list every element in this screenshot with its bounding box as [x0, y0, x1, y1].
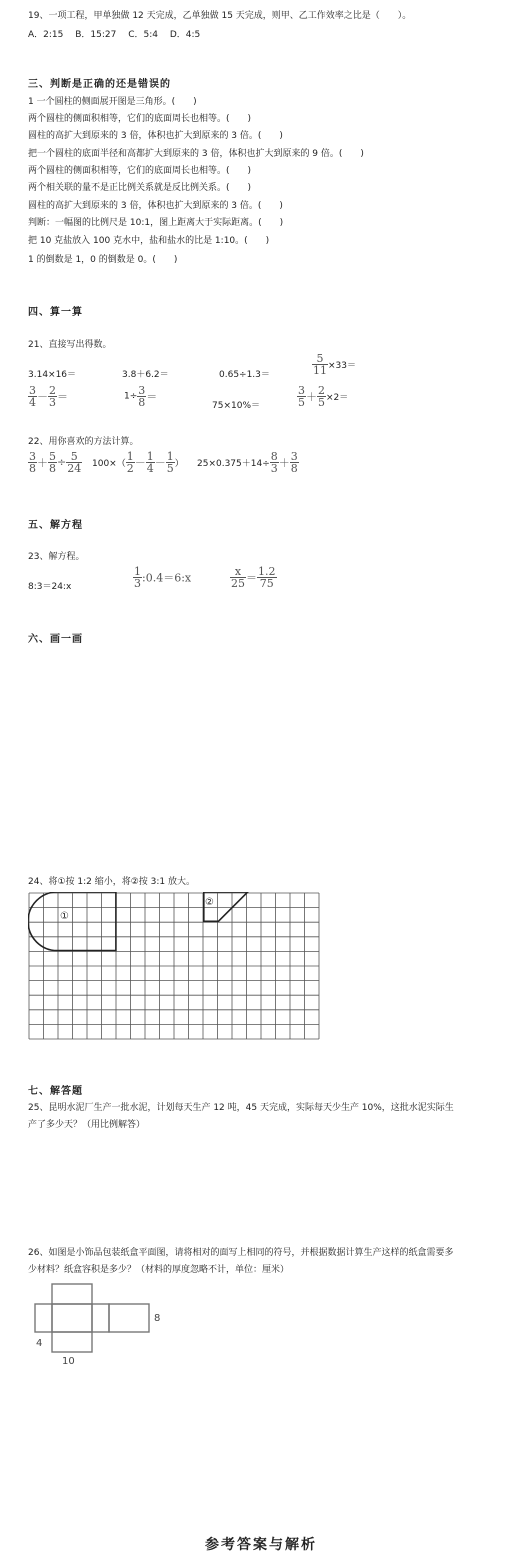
fraction: $\frac{5}{11}$: [313, 352, 327, 377]
net-face-top: [52, 1284, 92, 1304]
q22-item2: 100×（ $\frac{1}{2}$ － $\frac{1}{4}$ － $\frac{1}{5}$ ）: [92, 450, 184, 475]
section4-title: 四、算一算: [28, 307, 83, 318]
section7-title: 七、解答题: [28, 1086, 83, 1097]
judgement-item: 把一个圆柱的底面半径和高都扩大到原来的 3 倍，体积也扩大到原来的 9 倍。( ): [28, 149, 364, 159]
q22-item3: 25×0.375＋14÷ $\frac{8}{3}$ ＋ $\frac{3}{8}$: [197, 450, 298, 475]
section5-title: 五、解方程: [28, 520, 83, 531]
q23-eq3: $\frac{x}{25}$ ＝ $\frac{1.2}{75}$: [231, 565, 276, 590]
shape-2-label: ②: [205, 897, 214, 908]
q22-label: 22、用你喜欢的方法计算。: [28, 437, 139, 447]
section3-title: 三、判断是正确的还是错误的: [28, 79, 171, 90]
net-face-left: [35, 1304, 52, 1332]
judgement-item: 圆柱的高扩大到原来的 3 倍，体积也扩大到原来的 3 倍。( ): [28, 131, 283, 141]
judgement-item: 把 10 克盐放入 100 克水中，盐和盐水的比是 1:10。( ): [28, 236, 270, 246]
judgement-item: 两个圆柱的侧面积相等，它们的底面周长也相等。( ): [28, 166, 252, 176]
section6-title: 六、画一画: [28, 634, 83, 645]
q21-item7: 75×10%＝: [212, 401, 260, 411]
answer-key-title: 参考答案与解析: [205, 1537, 317, 1553]
q19-options: A．2:15 B．15:27 C．5:4 D．4:5: [28, 30, 201, 40]
net-label-10: 10: [62, 1356, 75, 1367]
q23-eq2: $\frac{1}{3}$ :0.4＝6:x: [134, 565, 192, 590]
net-face-back: [109, 1304, 149, 1332]
q22-item1: $\frac{3}{8}$ ＋ $\frac{5}{8}$ ÷ $\frac{5}{24}$: [29, 450, 82, 475]
net-label-8: 8: [154, 1313, 161, 1324]
q23-eq1: 8:3＝24:x: [28, 582, 72, 592]
judgement-item: 1 的倒数是 1，0 的倒数是 0。( ): [28, 255, 178, 265]
judgement-item: 圆柱的高扩大到原来的 3 倍，体积也扩大到原来的 3 倍。( ): [28, 201, 283, 211]
shape-1-label: ①: [60, 911, 69, 922]
q21-item4: $\frac{5}{11}$ ×33＝: [313, 352, 356, 377]
q23-label: 23、解方程。: [28, 552, 85, 562]
shape-1: [28, 892, 116, 951]
net-face-right: [92, 1304, 109, 1332]
q26-text: 26、如图是小饰品包装纸盒平面图，请将相对的面写上相同的符号，并根据数据计算生产这样的纸盒需要多少材料？纸盒容积是多少？（材料的厚度忽略不计，单位：厘米）: [28, 1248, 454, 1275]
box-net-diagram: [30, 1280, 170, 1370]
q21-item8: $\frac{3}{5}$ ＋ $\frac{2}{5}$ ×2＝: [298, 384, 349, 409]
grid-lines: [29, 893, 319, 1039]
net-face-front: [52, 1304, 92, 1332]
judgement-item: 1 一个圆柱的侧面展开图是三角形。( ): [28, 97, 197, 107]
q21-item3: 0.65÷1.3＝: [219, 370, 270, 380]
q21-item6: 1÷ $\frac{3}{8}$ ＝: [124, 384, 158, 409]
q21-item1: 3.14×16＝: [28, 370, 77, 380]
q25-text: 25、昆明水泥厂生产一批水泥，计划每天生产 12 吨，45 天完成，实际每天少生产 10%，这批水泥实际生产了多少天？（用比例解答）: [28, 1103, 454, 1130]
q21-label: 21、直接写出得数。: [28, 340, 112, 350]
net-face-bottom: [52, 1332, 92, 1352]
judgement-item: 两个圆柱的侧面积相等，它们的底面周长也相等。( ): [28, 114, 252, 124]
judgement-item: 两个相关联的量不是正比例关系就是反比例关系。( ): [28, 183, 252, 193]
net-label-4: 4: [36, 1338, 43, 1349]
q19-text: 19、一项工程，甲单独做 12 天完成，乙单独做 15 天完成，则甲、乙工作效率之比是（ ）。: [28, 11, 412, 21]
q21-item2: 3.8＋6.2＝: [122, 370, 169, 380]
q24-label: 24、将①按 1:2 缩小，将②按 3:1 放大。: [28, 877, 196, 887]
judgement-item: 判断：一幅图的比例尺是 10:1，图上距离大于实际距离。( ): [28, 218, 284, 228]
q21-item5: $\frac{3}{4}$ － $\frac{2}{3}$ ＝: [29, 384, 68, 409]
drawing-grid: [28, 892, 320, 1040]
